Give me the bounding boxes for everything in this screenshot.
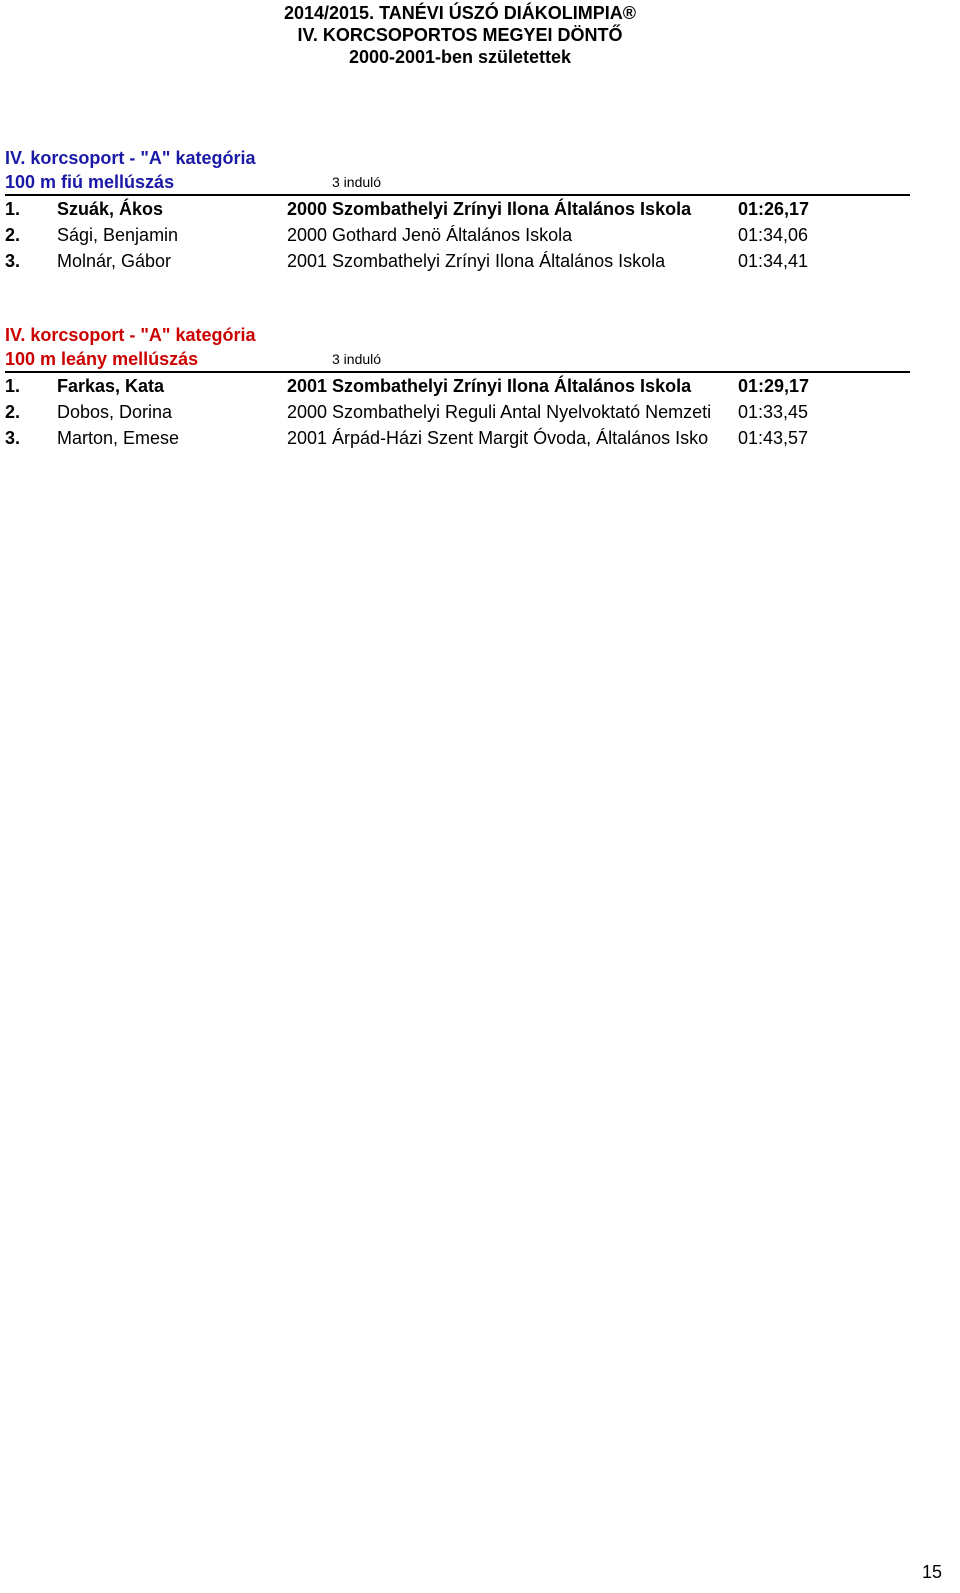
document-header bbox=[0, 2, 920, 68]
place: 1. bbox=[5, 376, 21, 396]
school: Szombathelyi Zrínyi Ilona Általános Iskola bbox=[332, 251, 666, 271]
swimmer-name: Sági, Benjamin bbox=[57, 225, 179, 245]
event-title: 100 m fiú mellúszás bbox=[5, 172, 175, 192]
school: Szombathelyi Reguli Antal Nyelvoktató Nemzeti bbox=[332, 402, 712, 422]
result-row bbox=[5, 399, 910, 425]
birth-year: 2001 bbox=[287, 251, 328, 271]
place: 1. bbox=[5, 199, 21, 219]
entrant-count: 3 induló bbox=[332, 174, 382, 190]
results-section-boys bbox=[5, 146, 910, 274]
school: Gothard Jenö Általános Iskola bbox=[332, 225, 573, 245]
swimmer-name: Molnár, Gábor bbox=[57, 251, 172, 271]
result-time: 01:34,06 bbox=[738, 225, 809, 245]
result-row bbox=[5, 425, 910, 451]
category-label: IV. korcsoport - "A" kategória bbox=[5, 325, 256, 345]
school: Szombathelyi Zrínyi Ilona Általános Iskola bbox=[332, 376, 692, 396]
result-row bbox=[5, 248, 910, 274]
birth-year: 2000 bbox=[287, 402, 328, 422]
birth-year: 2000 bbox=[287, 199, 328, 219]
birth-year: 2001 bbox=[287, 428, 328, 448]
event-header bbox=[5, 347, 910, 373]
school: Árpád-Házi Szent Margit Óvoda, Általános Isko bbox=[332, 428, 709, 448]
place: 3. bbox=[5, 251, 21, 271]
header-subtitle: IV. KORCSOPORTOS MEGYEI DÖNTŐ bbox=[297, 25, 623, 45]
swimmer-name: Szuák, Ákos bbox=[57, 199, 164, 219]
school: Szombathelyi Zrínyi Ilona Általános Iskola bbox=[332, 199, 692, 219]
birth-year: 2001 bbox=[287, 376, 328, 396]
category-label: IV. korcsoport - "A" kategória bbox=[5, 148, 256, 168]
place: 2. bbox=[5, 402, 21, 422]
event-header bbox=[5, 170, 910, 196]
swimmer-name: Dobos, Dorina bbox=[57, 402, 173, 422]
entrant-count: 3 induló bbox=[332, 351, 382, 367]
swimmer-name: Marton, Emese bbox=[57, 428, 180, 448]
result-row bbox=[5, 373, 910, 399]
swimmer-name: Farkas, Kata bbox=[57, 376, 165, 396]
header-title: 2014/2015. TANÉVI ÚSZÓ DIÁKOLIMPIA® bbox=[283, 3, 637, 23]
result-row bbox=[5, 196, 910, 222]
result-row bbox=[5, 222, 910, 248]
result-time: 01:29,17 bbox=[738, 376, 810, 396]
event-title: 100 m leány mellúszás bbox=[5, 349, 199, 369]
header-birth-years: 2000-2001-ben születettek bbox=[348, 47, 572, 67]
birth-year: 2000 bbox=[287, 225, 328, 245]
page-number: 15 bbox=[921, 1562, 942, 1582]
place: 2. bbox=[5, 225, 21, 245]
place: 3. bbox=[5, 428, 21, 448]
result-time: 01:26,17 bbox=[738, 199, 810, 219]
result-time: 01:33,45 bbox=[738, 402, 809, 422]
results-section-girls bbox=[5, 323, 910, 451]
result-time: 01:34,41 bbox=[738, 251, 809, 271]
result-time: 01:43,57 bbox=[738, 428, 809, 448]
